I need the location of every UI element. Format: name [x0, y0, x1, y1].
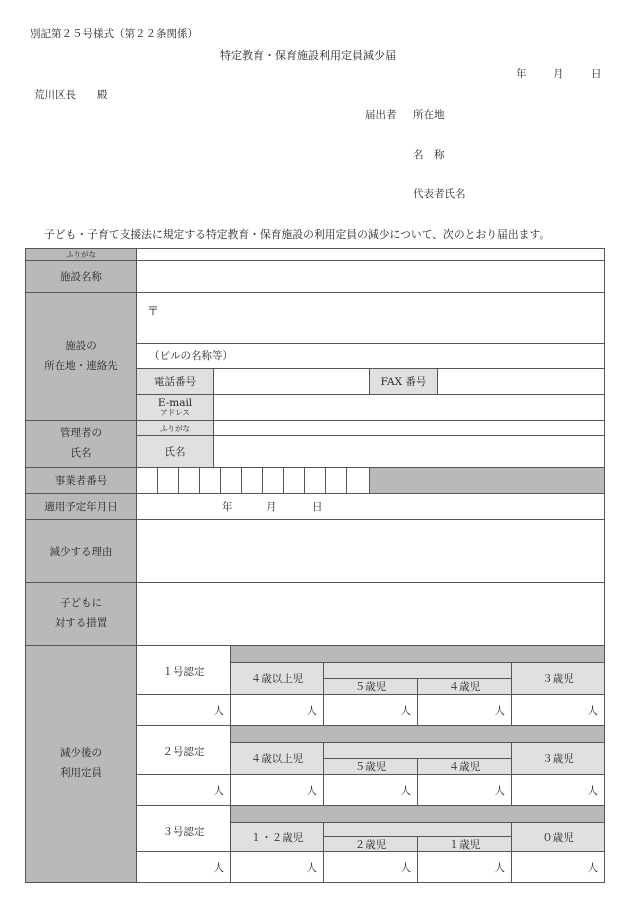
cert1-4plus-field[interactable]: 人	[230, 694, 324, 726]
date-month: 月	[553, 68, 564, 80]
cert1-age-5: ５歳児	[323, 678, 418, 695]
cert2-total-field[interactable]: 人	[136, 774, 231, 806]
apply-date-year: 年	[222, 501, 233, 513]
location-label-line2: 所在地・連絡先	[44, 359, 118, 372]
phone-field[interactable]	[213, 368, 370, 395]
business-number-digit[interactable]	[178, 467, 200, 494]
name-label: 名 称	[413, 149, 445, 161]
building-name-label: （ビルの名称等）	[149, 350, 233, 362]
capacity-label-line2: 利用定員	[60, 767, 102, 779]
cert3-2-field[interactable]: 人	[323, 851, 418, 883]
cert1-age-4plus-span	[323, 662, 512, 679]
reason-label: 減少する理由	[25, 519, 137, 583]
location-label	[25, 292, 137, 421]
cert2-3-field[interactable]: 人	[511, 774, 605, 806]
date-year: 年	[516, 68, 527, 80]
measures-field[interactable]	[136, 582, 605, 646]
cert3-age-2: ２歳児	[323, 836, 418, 852]
cert3-age-12: １・２歳児	[230, 822, 324, 852]
cert3-total-field[interactable]: 人	[136, 851, 231, 883]
cert1-total-field[interactable]: 人	[136, 694, 231, 726]
furigana-label: ふりがな	[25, 248, 137, 261]
business-number-digit[interactable]	[220, 467, 242, 494]
cert2-age-3: ３歳児	[511, 742, 605, 775]
fax-label: FAX 番号	[369, 368, 438, 395]
business-number-digit[interactable]	[283, 467, 305, 494]
business-number-digit[interactable]	[262, 467, 284, 494]
cert1-age-3: ３歳児	[511, 662, 605, 695]
postal-address-field[interactable]	[136, 292, 605, 344]
date-day: 日	[591, 68, 602, 80]
cert3-age-0: ０歳児	[511, 822, 605, 852]
address-label: 所在地	[413, 109, 445, 121]
cert2-age-4plus-span	[323, 742, 512, 759]
cert1-5-field[interactable]: 人	[323, 694, 418, 726]
applicant-label: 届出者	[365, 109, 397, 121]
email-label-sub: アドレス	[160, 408, 190, 418]
cert3-0-field[interactable]: 人	[511, 851, 605, 883]
email-label	[136, 394, 214, 421]
business-number-digit[interactable]	[325, 467, 347, 494]
cert3-12-field[interactable]: 人	[230, 851, 324, 883]
apply-date-field[interactable]	[136, 493, 605, 520]
apply-date-label: 適用予定年月日	[25, 493, 137, 520]
business-number-digit[interactable]	[157, 467, 179, 494]
email-field[interactable]	[213, 394, 605, 421]
apply-date-month: 月	[266, 501, 277, 513]
business-number-shaded	[369, 467, 605, 494]
phone-label: 電話番号	[136, 368, 214, 395]
facility-name-label: 施設名称	[25, 260, 137, 293]
business-number-digit[interactable]	[346, 467, 370, 494]
business-number-digit[interactable]	[136, 467, 158, 494]
statement: 子ども・子育て支援法に規定する特定教育・保育施設の利用定員の減少について、次のとおり届出ます。	[44, 228, 551, 241]
cert2-shaded-band	[230, 725, 605, 743]
cert3-age-12-span	[323, 822, 512, 837]
cert1-age-4plus: ４歳以上児	[230, 662, 324, 695]
cert1-3-field[interactable]: 人	[511, 694, 605, 726]
measures-label-line2: 対する措置	[54, 617, 108, 629]
form-title: 特定教育・保育施設利用定員減少届	[220, 49, 396, 62]
cert3-label: ３号認定	[136, 805, 231, 852]
cert2-4plus-field[interactable]: 人	[230, 774, 324, 806]
email-label-main: E-mail	[157, 397, 193, 410]
cert3-shaded-band	[230, 805, 605, 823]
building-name-field[interactable]	[136, 343, 605, 369]
manager-name-label: 氏名	[136, 435, 214, 468]
cert2-age-5: ５歳児	[323, 758, 418, 775]
representative-label: 代表者氏名	[413, 188, 466, 200]
manager-furigana-field[interactable]	[213, 420, 605, 436]
manager-label-line1: 管理者の	[60, 427, 102, 440]
cert2-4-field[interactable]: 人	[417, 774, 512, 806]
cert2-5-field[interactable]: 人	[323, 774, 418, 806]
postal-mark: 〒	[147, 304, 160, 318]
cert1-label: １号認定	[136, 645, 231, 695]
manager-furigana-label: ふりがな	[136, 420, 214, 436]
cert3-age-1: １歳児	[417, 836, 512, 852]
cert2-age-4plus: ４歳以上児	[230, 742, 324, 775]
manager-label	[25, 420, 137, 468]
cert1-shaded-band	[230, 645, 605, 663]
manager-name-field[interactable]	[213, 435, 605, 468]
cert3-1-field[interactable]: 人	[417, 851, 512, 883]
measures-label	[25, 582, 137, 646]
capacity-label	[25, 645, 137, 883]
location-label-line1: 施設の	[65, 339, 97, 352]
reason-field[interactable]	[136, 519, 605, 583]
business-number-label: 事業者番号	[25, 467, 137, 494]
business-number-digit[interactable]	[199, 467, 221, 494]
form-number: 別記第２５号様式（第２２条関係）	[30, 28, 198, 40]
cert1-age-4: ４歳児	[417, 678, 512, 695]
measures-label-line1: 子どもに	[60, 597, 102, 610]
capacity-label-line1: 減少後の	[60, 747, 102, 760]
manager-label-line2: 氏名	[70, 447, 92, 459]
cert2-age-4: ４歳児	[417, 758, 512, 775]
facility-name-field[interactable]	[136, 260, 605, 293]
cert2-label: ２号認定	[136, 725, 231, 775]
addressee: 荒川区長 殿	[34, 89, 108, 101]
fax-field[interactable]	[437, 368, 605, 395]
apply-date-day: 日	[312, 501, 323, 513]
cert1-4-field[interactable]: 人	[417, 694, 512, 726]
business-number-digit[interactable]	[241, 467, 263, 494]
business-number-digit[interactable]	[304, 467, 326, 494]
